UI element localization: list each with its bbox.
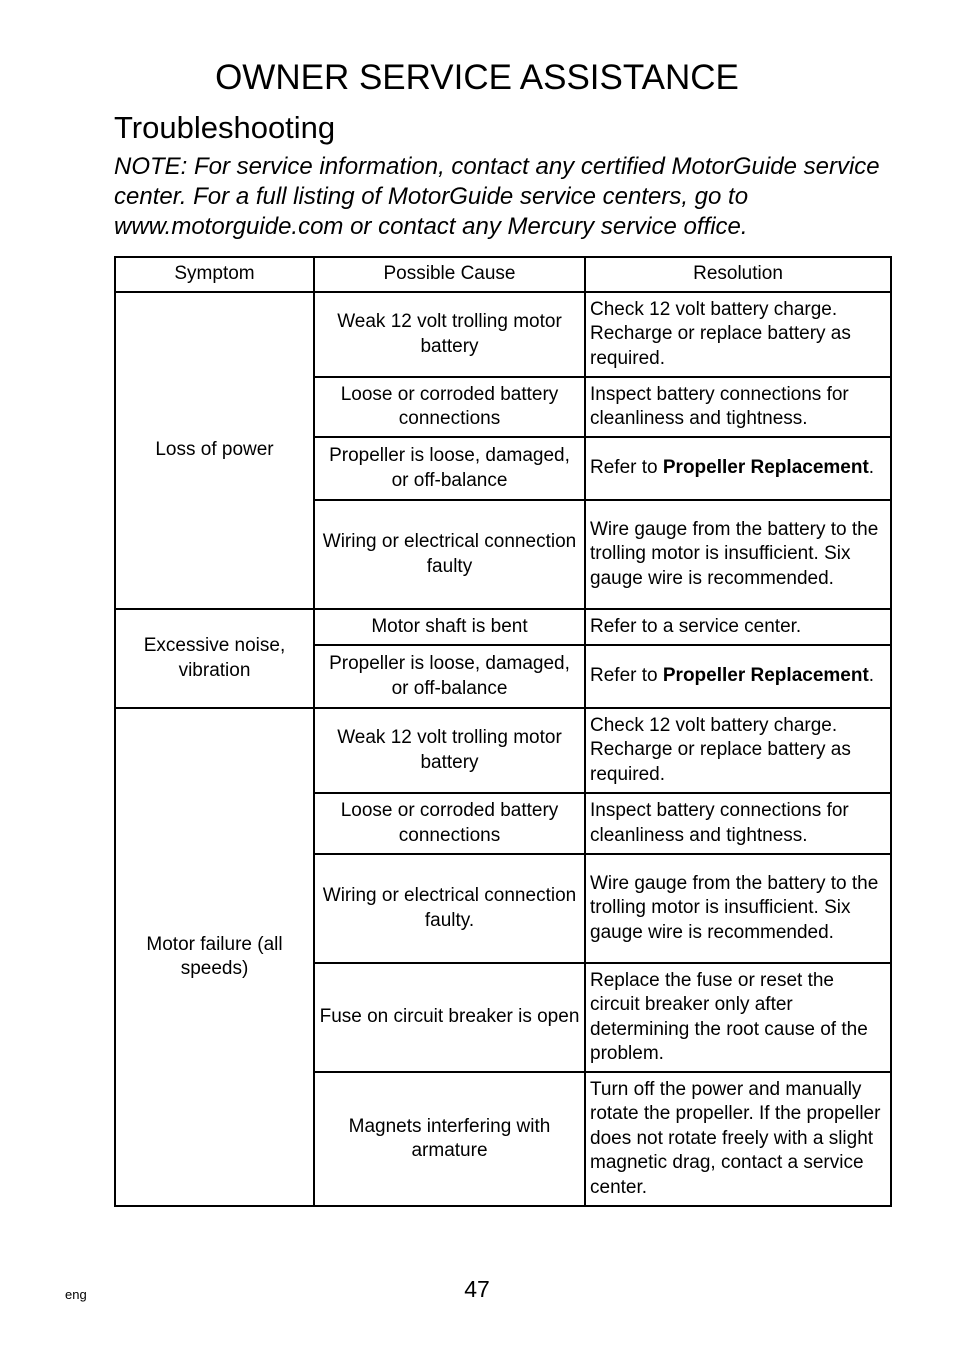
page-number: 47 [464, 1276, 490, 1302]
resolution-text: . [868, 457, 875, 479]
cause-cell: Wiring or electrical connection faulty. [314, 854, 585, 963]
resolution-reference: Propeller Replacement [662, 665, 869, 687]
resolution-cell: Wire gauge from the battery to the trolling motor is insufficient. Six gauge wire is recommended. [585, 500, 891, 609]
resolution-cell: Check 12 volt battery charge. Recharge or replace battery as required. [585, 708, 891, 793]
cause-cell: Propeller is loose, damaged, or off-balance [314, 645, 585, 708]
cause-cell: Loose or corroded battery connections [314, 377, 585, 437]
cause-cell: Magnets interfering with armature [314, 1072, 585, 1206]
symptom-cell: Excessive noise, vibration [115, 609, 314, 708]
resolution-cell: Replace the fuse or reset the circuit breaker only after determining the root cause of the problem. [585, 963, 891, 1072]
resolution-text: . [868, 665, 875, 687]
header-symptom: Symptom [115, 257, 314, 292]
resolution-cell: Wire gauge from the battery to the trolling motor is insufficient. Six gauge wire is recommended. [585, 854, 891, 963]
note-label: NOTE: [114, 153, 188, 180]
resolution-cell: Check 12 volt battery charge. Recharge or replace battery as required. [585, 292, 891, 377]
resolution-cell [585, 645, 891, 708]
service-note [114, 152, 904, 242]
table-row [115, 708, 891, 793]
cause-cell: Fuse on circuit breaker is open [314, 963, 585, 1072]
cause-cell: Motor shaft is bent [314, 609, 585, 645]
symptom-cell: Motor failure (all speeds) [115, 708, 314, 1206]
language-code: eng [65, 1287, 87, 1302]
table-row [115, 609, 891, 645]
page-title: OWNER SERVICE ASSISTANCE [215, 58, 739, 97]
note-text: For service information, contact any certified MotorGuide service center. For a full listing of MotorGuide service centers, go to www.motorguide.com or contact any Mercury service office. [114, 153, 880, 240]
resolution-text: Refer to [590, 665, 663, 687]
cause-cell: Loose or corroded battery connections [314, 793, 585, 854]
header-resolution: Resolution [585, 257, 891, 292]
troubleshooting-table [114, 256, 892, 1207]
cause-cell: Weak 12 volt trolling motor battery [314, 708, 585, 793]
section-title: Troubleshooting [114, 110, 336, 145]
cause-cell: Weak 12 volt trolling motor battery [314, 292, 585, 377]
header-possible-cause: Possible Cause [314, 257, 585, 292]
table-row [115, 292, 891, 377]
resolution-text: Refer to [590, 457, 663, 479]
resolution-cell: Inspect battery connections for cleanliness and tightness. [585, 793, 891, 854]
resolution-cell: Refer to a service center. [585, 609, 891, 645]
cause-cell: Wiring or electrical connection faulty [314, 500, 585, 609]
resolution-reference: Propeller Replacement [662, 457, 869, 479]
cause-cell: Propeller is loose, damaged, or off-balance [314, 437, 585, 500]
table-header-row [115, 257, 891, 292]
resolution-cell: Turn off the power and manually rotate the propeller. If the propeller does not rotate freely with a slight magnetic drag, contact a service center. [585, 1072, 891, 1206]
resolution-cell [585, 437, 891, 500]
resolution-cell: Inspect battery connections for cleanliness and tightness. [585, 377, 891, 437]
symptom-cell: Loss of power [115, 292, 314, 609]
